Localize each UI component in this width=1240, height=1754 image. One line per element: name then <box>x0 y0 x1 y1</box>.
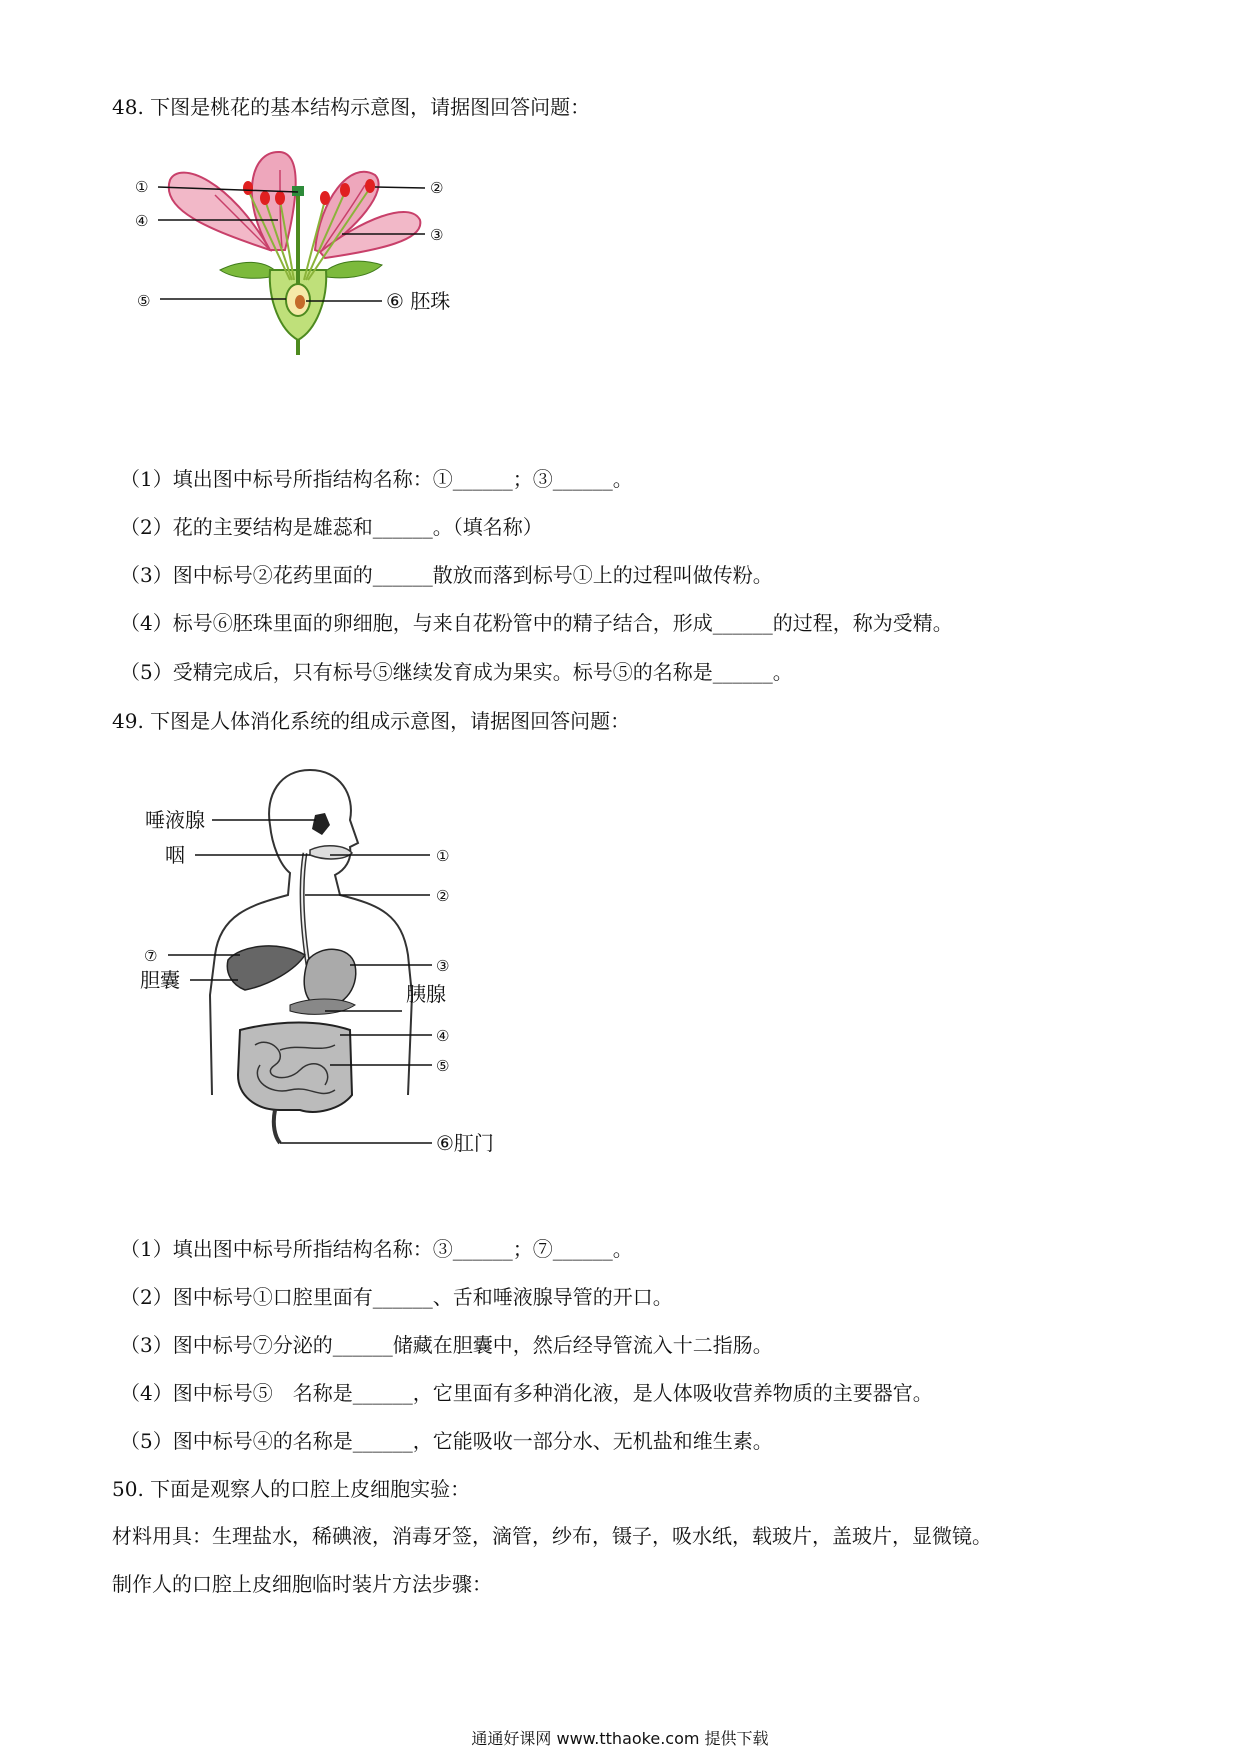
peach-flower-diagram <box>120 140 500 360</box>
label-gallbladder: 胆囊 <box>140 968 180 992</box>
q50-title: 50. 下面是观察人的口腔上皮细胞实验： <box>112 1477 471 1501</box>
label-2: ② <box>430 179 444 197</box>
label-6-ovule: ⑥ 胚珠 <box>386 289 451 313</box>
label-salivary-gland: 唾液腺 <box>145 808 205 832</box>
q49-title: 49. 下图是人体消化系统的组成示意图，请据图回答问题： <box>112 709 631 733</box>
label-6-anus: ⑥肛门 <box>436 1131 494 1155</box>
ovule <box>295 295 305 309</box>
q48-question-1: （1）填出图中标号所指结构名称：①______；③______。 <box>120 467 633 491</box>
label-4: ④ <box>135 212 149 230</box>
label-3: ③ <box>436 957 450 975</box>
q49-question-4: （4）图中标号⑤ 名称是______，它里面有多种消化液，是人体吸收营养物质的主要器官。 <box>120 1381 933 1405</box>
mouth <box>310 846 352 859</box>
liver <box>227 946 305 990</box>
label-7: ⑦ <box>144 947 158 965</box>
label-5: ⑤ <box>436 1057 450 1075</box>
stomach <box>304 949 356 1007</box>
q48-question-4: （4）标号⑥胚珠里面的卵细胞，与来自花粉管中的精子结合，形成______的过程，称为受精。 <box>120 611 953 635</box>
label-1-mouth: ① <box>436 847 450 865</box>
q49-question-2: （2）图中标号①口腔里面有______、舌和唾液腺导管的开口。 <box>120 1285 673 1309</box>
label-pancreas: 胰腺 <box>406 982 446 1006</box>
salivary-gland <box>312 813 330 835</box>
q50-materials: 材料用具：生理盐水，稀碘液，消毒牙签，滴管，纱布，镊子，吸水纸，载玻片，盖玻片，显微镜。 <box>112 1524 992 1548</box>
q49-question-3: （3）图中标号⑦分泌的______储藏在胆囊中，然后经导管流入十二指肠。 <box>120 1333 773 1357</box>
label-5: ⑤ <box>137 292 151 310</box>
label-2: ② <box>436 887 450 905</box>
q49-question-5: （5）图中标号④的名称是______，它能吸收一部分水、无机盐和维生素。 <box>120 1429 773 1453</box>
stigma <box>292 186 304 196</box>
q48-question-5: （5）受精完成后，只有标号⑤继续发育成为果实。标号⑤的名称是______。 <box>120 660 793 684</box>
q49-question-1: （1）填出图中标号所指结构名称：③______；⑦______。 <box>120 1237 633 1261</box>
label-1: ① <box>135 178 149 196</box>
label-3: ③ <box>430 226 444 244</box>
q50-steps: 制作人的口腔上皮细胞临时装片方法步骤： <box>112 1572 492 1596</box>
digestive-system-diagram <box>140 765 520 1155</box>
rectum <box>274 1110 280 1143</box>
label-4: ④ <box>436 1027 450 1045</box>
q48-title: 48. 下图是桃花的基本结构示意图，请据图回答问题： <box>112 95 591 119</box>
q48-question-2: （2）花的主要结构是雄蕊和______。（填名称） <box>120 515 543 539</box>
petals <box>169 152 421 258</box>
large-intestine <box>238 1023 352 1112</box>
footer: 通通好课网 www.tthaoke.com 提供下载 <box>471 1729 769 1748</box>
label-pharynx: 咽 <box>165 843 185 867</box>
q48-question-3: （3）图中标号②花药里面的______散放而落到标号①上的过程叫做传粉。 <box>120 563 773 587</box>
pancreas <box>290 999 355 1014</box>
